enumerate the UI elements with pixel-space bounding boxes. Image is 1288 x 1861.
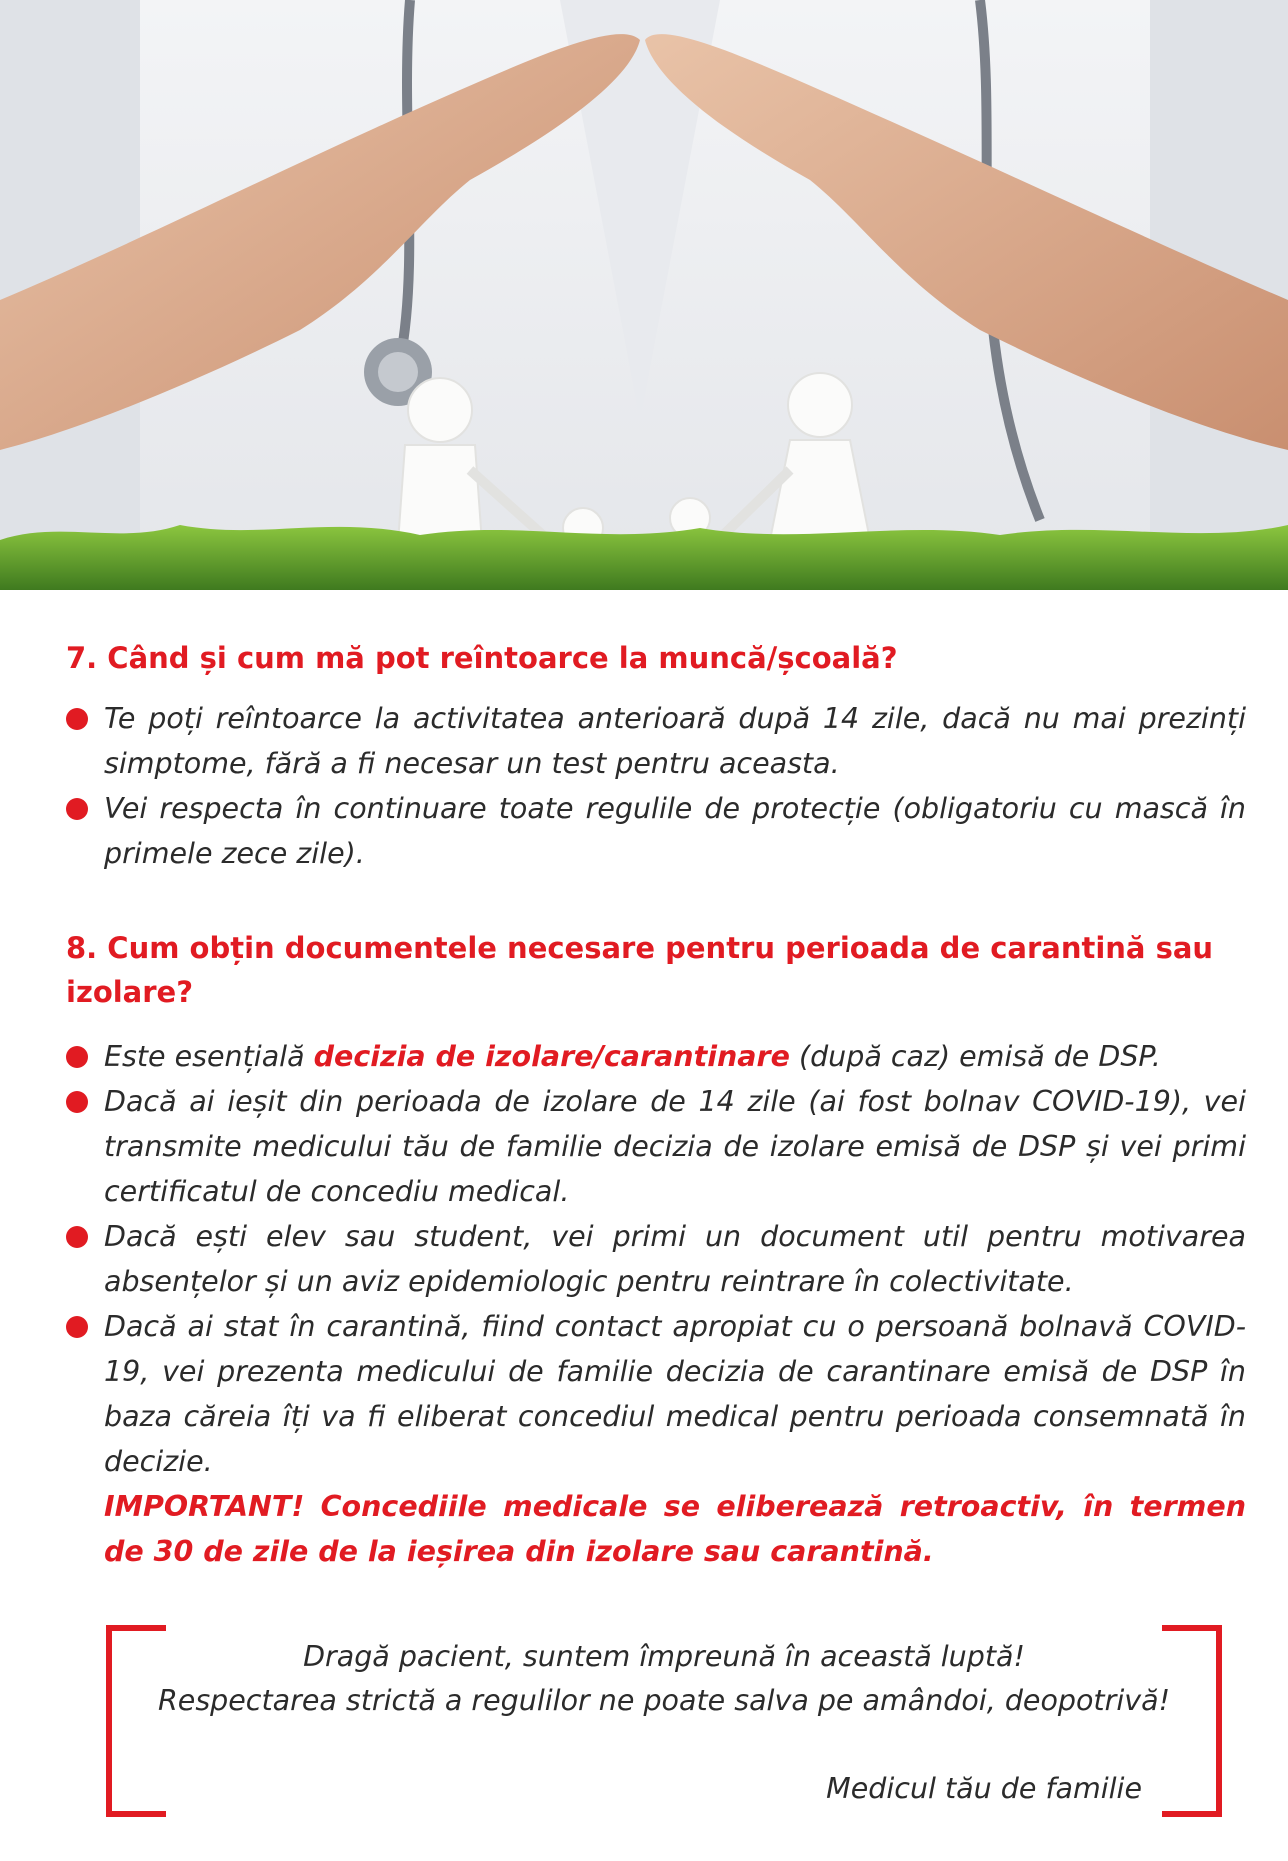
bullet-dot-icon xyxy=(66,1046,88,1068)
section-8-title: 8. Cum obțin documentele necesare pentru perioada de carantină sau izolare? xyxy=(66,931,1214,1009)
bullet-dot-icon xyxy=(66,1091,88,1113)
hands-protecting-family-illustration xyxy=(0,0,1288,590)
list-item: Te poți reîntoarce la activitatea anterioară după 14 zile, dacă nu mai prezinți simptome, fără a fi necesar un test pentru aceasta. xyxy=(66,696,1246,786)
list-item: Dacă ești elev sau student, vei primi un document util pentru motivarea absențelor și un aviz epidemiologic pentru reintrare în colectivitate. xyxy=(66,1214,1246,1304)
closing-line-2: Respectarea strictă a regulilor ne poate salva pe amândoi, deopotrivă! xyxy=(157,1684,1170,1717)
closing-message xyxy=(106,1635,1222,1723)
bullet-dot-icon xyxy=(66,1316,88,1338)
section-7-list xyxy=(66,696,1246,876)
closing-line-1: Dragă pacient, suntem împreună în această luptă! xyxy=(303,1640,1025,1673)
list-item: Este esențială decizia de izolare/carantinare (după caz) emisă de DSP. xyxy=(66,1034,1246,1079)
list-item: Vei respecta în continuare toate regulile de protecție (obligatoriu cu mască în primele zece zile). xyxy=(66,786,1246,876)
list-item: Dacă ai stat în carantină, fiind contact apropiat cu o persoană bolnavă COVID-19, vei prezenta medicului de familie decizia de carantinare emisă de DSP în baza căreia îți va fi eliberat concediul medical pentru perioada consemnată în decizie. xyxy=(66,1304,1246,1484)
bullet-dot-icon xyxy=(66,1226,88,1248)
highlighted-term: decizia de izolare/carantinare xyxy=(313,1040,790,1073)
hero-image xyxy=(0,0,1288,590)
closing-message-box xyxy=(106,1625,1222,1817)
signature: Medicul tău de familie xyxy=(826,1772,1142,1805)
bullet-dot-icon xyxy=(66,798,88,820)
bullet-dot-icon xyxy=(66,708,88,730)
important-notice: IMPORTANT! Concediile medicale se eliberează retroactiv, în termen de 30 de zile de la ieșirea din izolare sau carantină. xyxy=(104,1490,1246,1568)
main-content xyxy=(66,636,1246,1574)
list-item: Dacă ai ieșit din perioada de izolare de 14 zile (ai fost bolnav COVID-19), vei transmite medicului tău de familie decizia de izolare emisă de DSP și vei primi certificatul de concediu medical. xyxy=(66,1079,1246,1214)
section-7-title: 7. Când și cum mă pot reîntoarce la muncă/școală? xyxy=(66,641,898,675)
section-8-list xyxy=(66,1034,1246,1484)
